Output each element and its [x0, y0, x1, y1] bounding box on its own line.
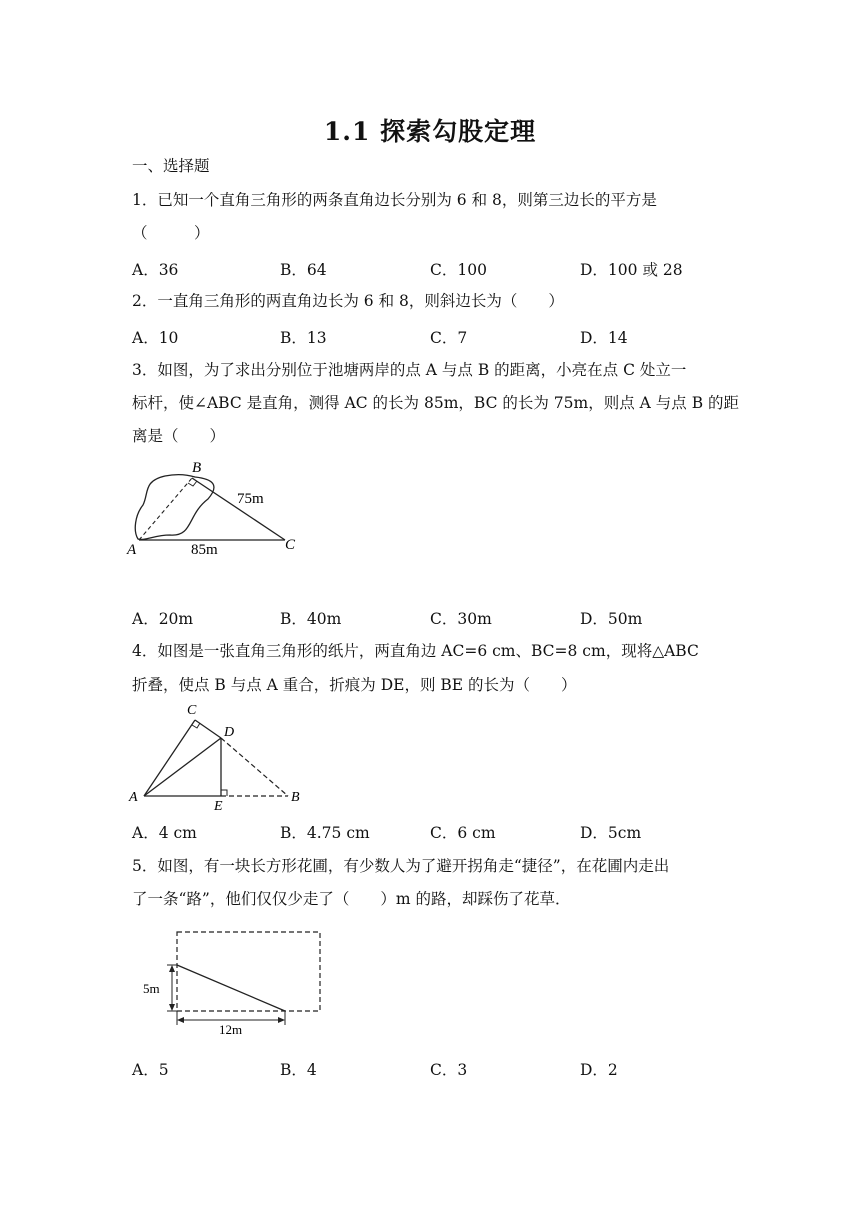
q3-stem-line-2: 标杆，使∠ABC 是直角，测得 AC 的长为 85m，BC 的长为 75m，则点 A 与点 B 的距	[132, 394, 740, 412]
q1-option-b[interactable]: B．64	[280, 261, 327, 279]
q3-option-a[interactable]: A．20m	[132, 610, 194, 628]
label-c: C	[187, 703, 197, 718]
q4-option-d[interactable]: D．5cm	[580, 824, 642, 842]
q3-stem-line-3: 离是（ ）	[132, 427, 226, 445]
q2-stem-line-1: 2．一直角三角形的两直角边长为 6 和 8，则斜边长为（ ）	[132, 292, 564, 310]
q2-option-a[interactable]: A．10	[132, 329, 179, 347]
width-arrow-left	[177, 1017, 184, 1023]
q4-option-c[interactable]: C．6 cm	[430, 824, 496, 842]
segment-ac	[144, 720, 195, 796]
q1-option-c[interactable]: C．100	[430, 261, 487, 279]
q1-option-d[interactable]: D．100 或 28	[580, 261, 683, 279]
width-arrow-right	[278, 1017, 285, 1023]
label-d: D	[224, 725, 235, 740]
q4-option-a[interactable]: A．4 cm	[132, 824, 197, 842]
q1-stem-line-2: （ ）	[132, 224, 210, 242]
q5-garden-figure	[135, 925, 330, 1040]
q1-option-a[interactable]: A．36	[132, 261, 179, 279]
q5-stem-line-1: 5．如图，有一块长方形花圃，有少数人为了避开拐角走“捷径”，在花圃内走出	[132, 857, 670, 875]
segment-bc	[192, 478, 285, 540]
height-arrow-top	[169, 965, 175, 972]
label-width: 12m	[219, 1022, 243, 1037]
q4-fold-figure	[125, 698, 310, 814]
shortcut-path	[177, 965, 285, 1011]
label-a: A	[127, 542, 137, 558]
q4-option-b[interactable]: B．4.75 cm	[280, 824, 370, 842]
q1-stem-line-1: 1．已知一个直角三角形的两条直角边长分别为 6 和 8，则第三边长的平方是	[132, 191, 657, 209]
q5-option-b[interactable]: B．4	[280, 1061, 317, 1079]
label-a: A	[129, 790, 138, 805]
q5-option-c[interactable]: C．3	[430, 1061, 468, 1079]
segment-db-dashed	[221, 738, 288, 796]
q3-option-d[interactable]: D．50m	[580, 610, 643, 628]
q3-stem-line-1: 3．如图，为了求出分别位于池塘两岸的点 A 与点 B 的距离，小亮在点 C 处立一	[132, 361, 687, 379]
garden-rectangle	[177, 932, 320, 1011]
segment-ad	[144, 738, 221, 796]
q2-option-c[interactable]: C．7	[430, 329, 468, 347]
q3-pond-figure	[125, 455, 315, 565]
q5-option-d[interactable]: D．2	[580, 1061, 618, 1079]
q3-option-c[interactable]: C．30m	[430, 610, 492, 628]
q2-option-b[interactable]: B．13	[280, 329, 327, 347]
q3-option-b[interactable]: B．40m	[280, 610, 342, 628]
q4-stem-line-2: 折叠，使点 B 与点 A 重合，折痕为 DE，则 BE 的长为（ ）	[132, 676, 577, 694]
label-ac-length: 85m	[191, 542, 218, 558]
label-bc-length: 75m	[237, 491, 264, 507]
q2-option-d[interactable]: D．14	[580, 329, 628, 347]
label-b: B	[291, 790, 300, 805]
section-heading: 一、选择题	[132, 157, 210, 175]
right-angle-mark	[188, 481, 197, 486]
q4-stem-line-1: 4．如图是一张直角三角形的纸片，两直角边 AC=6 cm、BC=8 cm，现将△ABC	[132, 642, 699, 660]
label-b: B	[192, 460, 202, 476]
label-c: C	[285, 537, 296, 553]
height-arrow-bottom	[169, 1004, 175, 1011]
label-height: 5m	[143, 981, 160, 996]
label-e: E	[214, 799, 223, 814]
q5-stem-line-2: 了一条“路”，他们仅仅少走了（ ）m 的路，却踩伤了花草．	[132, 890, 571, 908]
right-angle-mark-e	[221, 790, 227, 796]
q5-option-a[interactable]: A．5	[132, 1061, 169, 1079]
page-title: 1.1 探索勾股定理	[323, 117, 537, 146]
segment-cd	[195, 720, 221, 738]
